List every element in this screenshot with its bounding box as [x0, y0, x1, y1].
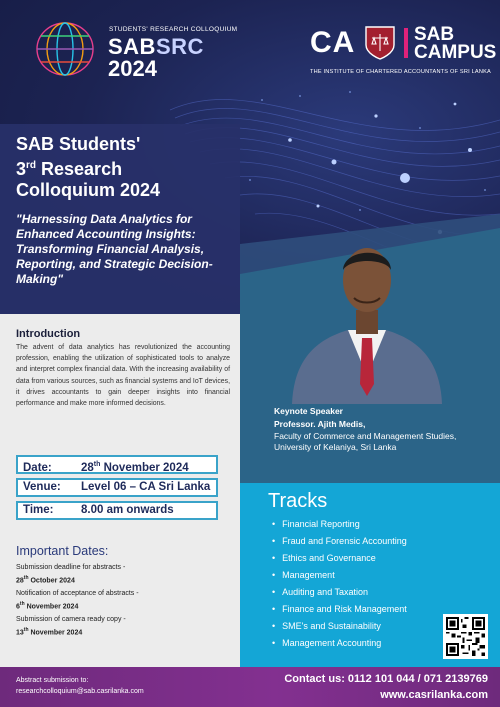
track-item: • Ethics and Governance: [272, 552, 407, 569]
affiliation-line-2: University of Kelaniya, Sri Lanka: [274, 442, 397, 452]
sab-campus-logo: [414, 26, 496, 62]
time-box: [16, 501, 218, 520]
important-date-value: 13th November 2024: [16, 627, 83, 637]
speaker-photo: [282, 226, 452, 404]
contact-phone: Contact us: 0112 101 044 / 071 2139769: [284, 673, 488, 685]
venue-value: Level 06 – CA Sri Lanka: [81, 481, 211, 493]
important-date-label: Notification of acceptance of abstracts -: [16, 590, 139, 597]
event-title: [16, 134, 236, 201]
date-rest: November 2024: [100, 461, 189, 474]
keynote-speaker-affiliation: [274, 431, 489, 453]
website-link[interactable]: www.casrilanka.com: [380, 689, 488, 701]
logo-year: 2024: [108, 56, 157, 81]
title-ordinal-suffix: rd: [26, 160, 37, 171]
venue-label: Venue:: [23, 481, 61, 493]
date-box: [16, 455, 218, 474]
important-date-label: Submission deadline for abstracts -: [16, 564, 126, 571]
title-ordinal: 3: [16, 159, 27, 179]
colloquium-tagline: STUDENTS' RESEARCH COLLOQUIUM: [109, 26, 238, 33]
ca-logo-text: CA: [310, 26, 356, 59]
track-item: • Management: [272, 569, 407, 586]
brand-src: SRC: [155, 34, 204, 59]
time-value: 8.00 am onwards: [81, 504, 174, 516]
affiliation-line-1: Faculty of Commerce and Management Studies,: [274, 431, 457, 441]
track-item: • Fraud and Forensic Accounting: [272, 535, 407, 552]
sab-campus-line-1: SAB: [414, 24, 455, 45]
brand-sab: SAB: [108, 34, 156, 59]
abstract-submission-label: Abstract submission to:: [16, 677, 89, 684]
important-date-value: 28th October 2024: [16, 575, 75, 585]
crest-shield-icon: [364, 25, 396, 61]
important-date-label: Submission of camera ready copy -: [16, 616, 126, 623]
keynote-speaker-name: Professor. Ajith Medis,: [274, 419, 366, 429]
venue-box: [16, 478, 218, 497]
important-date-item: [16, 615, 126, 638]
track-item: • Management Accounting: [272, 637, 407, 654]
important-dates-heading: Important Dates:: [16, 544, 109, 558]
track-item: • Finance and Risk Management: [272, 603, 407, 620]
abstract-submission-email[interactable]: researchcolloquium@sab.casrilanka.com: [16, 688, 144, 695]
title-line-3: Colloquium 2024: [16, 180, 161, 200]
important-date-item: [16, 563, 125, 586]
sab-campus-accent-bar: [404, 28, 408, 58]
introduction-body: The advent of data analytics has revolutionized the accounting profession, enabling the utilization of sophisticated tools to analyze and interpret complex financial data. With the increasing availability of data from various sources, such as financial systems and IoT devices, it drives accountants to gain deeper insights into financial performance and make more informed decisions.: [16, 344, 230, 408]
qr-code-icon[interactable]: [443, 614, 488, 659]
title-line-1: SAB Students': [16, 134, 141, 154]
colloquium-theme: "Harnessing Data Analytics for Enhanced Accounting Insights: Transforming Financial Analysis, Reporting, and Strategic Decision-Making": [16, 212, 213, 286]
date-label: Date:: [23, 461, 52, 474]
sab-campus-line-2: CAMPUS: [414, 42, 497, 63]
date-suffix: th: [93, 461, 101, 468]
important-date-value: 6th November 2024: [16, 601, 79, 611]
track-item: • Financial Reporting: [272, 518, 407, 535]
title-line-2-rest: Research: [36, 159, 123, 179]
keynote-speaker-label: Keynote Speaker: [274, 406, 343, 416]
time-label: Time:: [23, 504, 54, 516]
globe-logo-icon: [30, 18, 100, 80]
date-day: 28: [81, 461, 94, 474]
tracks-heading: Tracks: [268, 490, 328, 512]
track-item: • SME's and Sustainability: [272, 620, 407, 637]
important-date-item: [16, 589, 139, 612]
institute-name: THE INSTITUTE OF CHARTERED ACCOUNTANTS OF SRI LANKA: [310, 69, 491, 75]
tracks-list: [272, 518, 407, 654]
introduction-heading: Introduction: [16, 328, 81, 340]
title-line-2: [16, 155, 236, 180]
track-item: • Auditing and Taxation: [272, 586, 407, 603]
